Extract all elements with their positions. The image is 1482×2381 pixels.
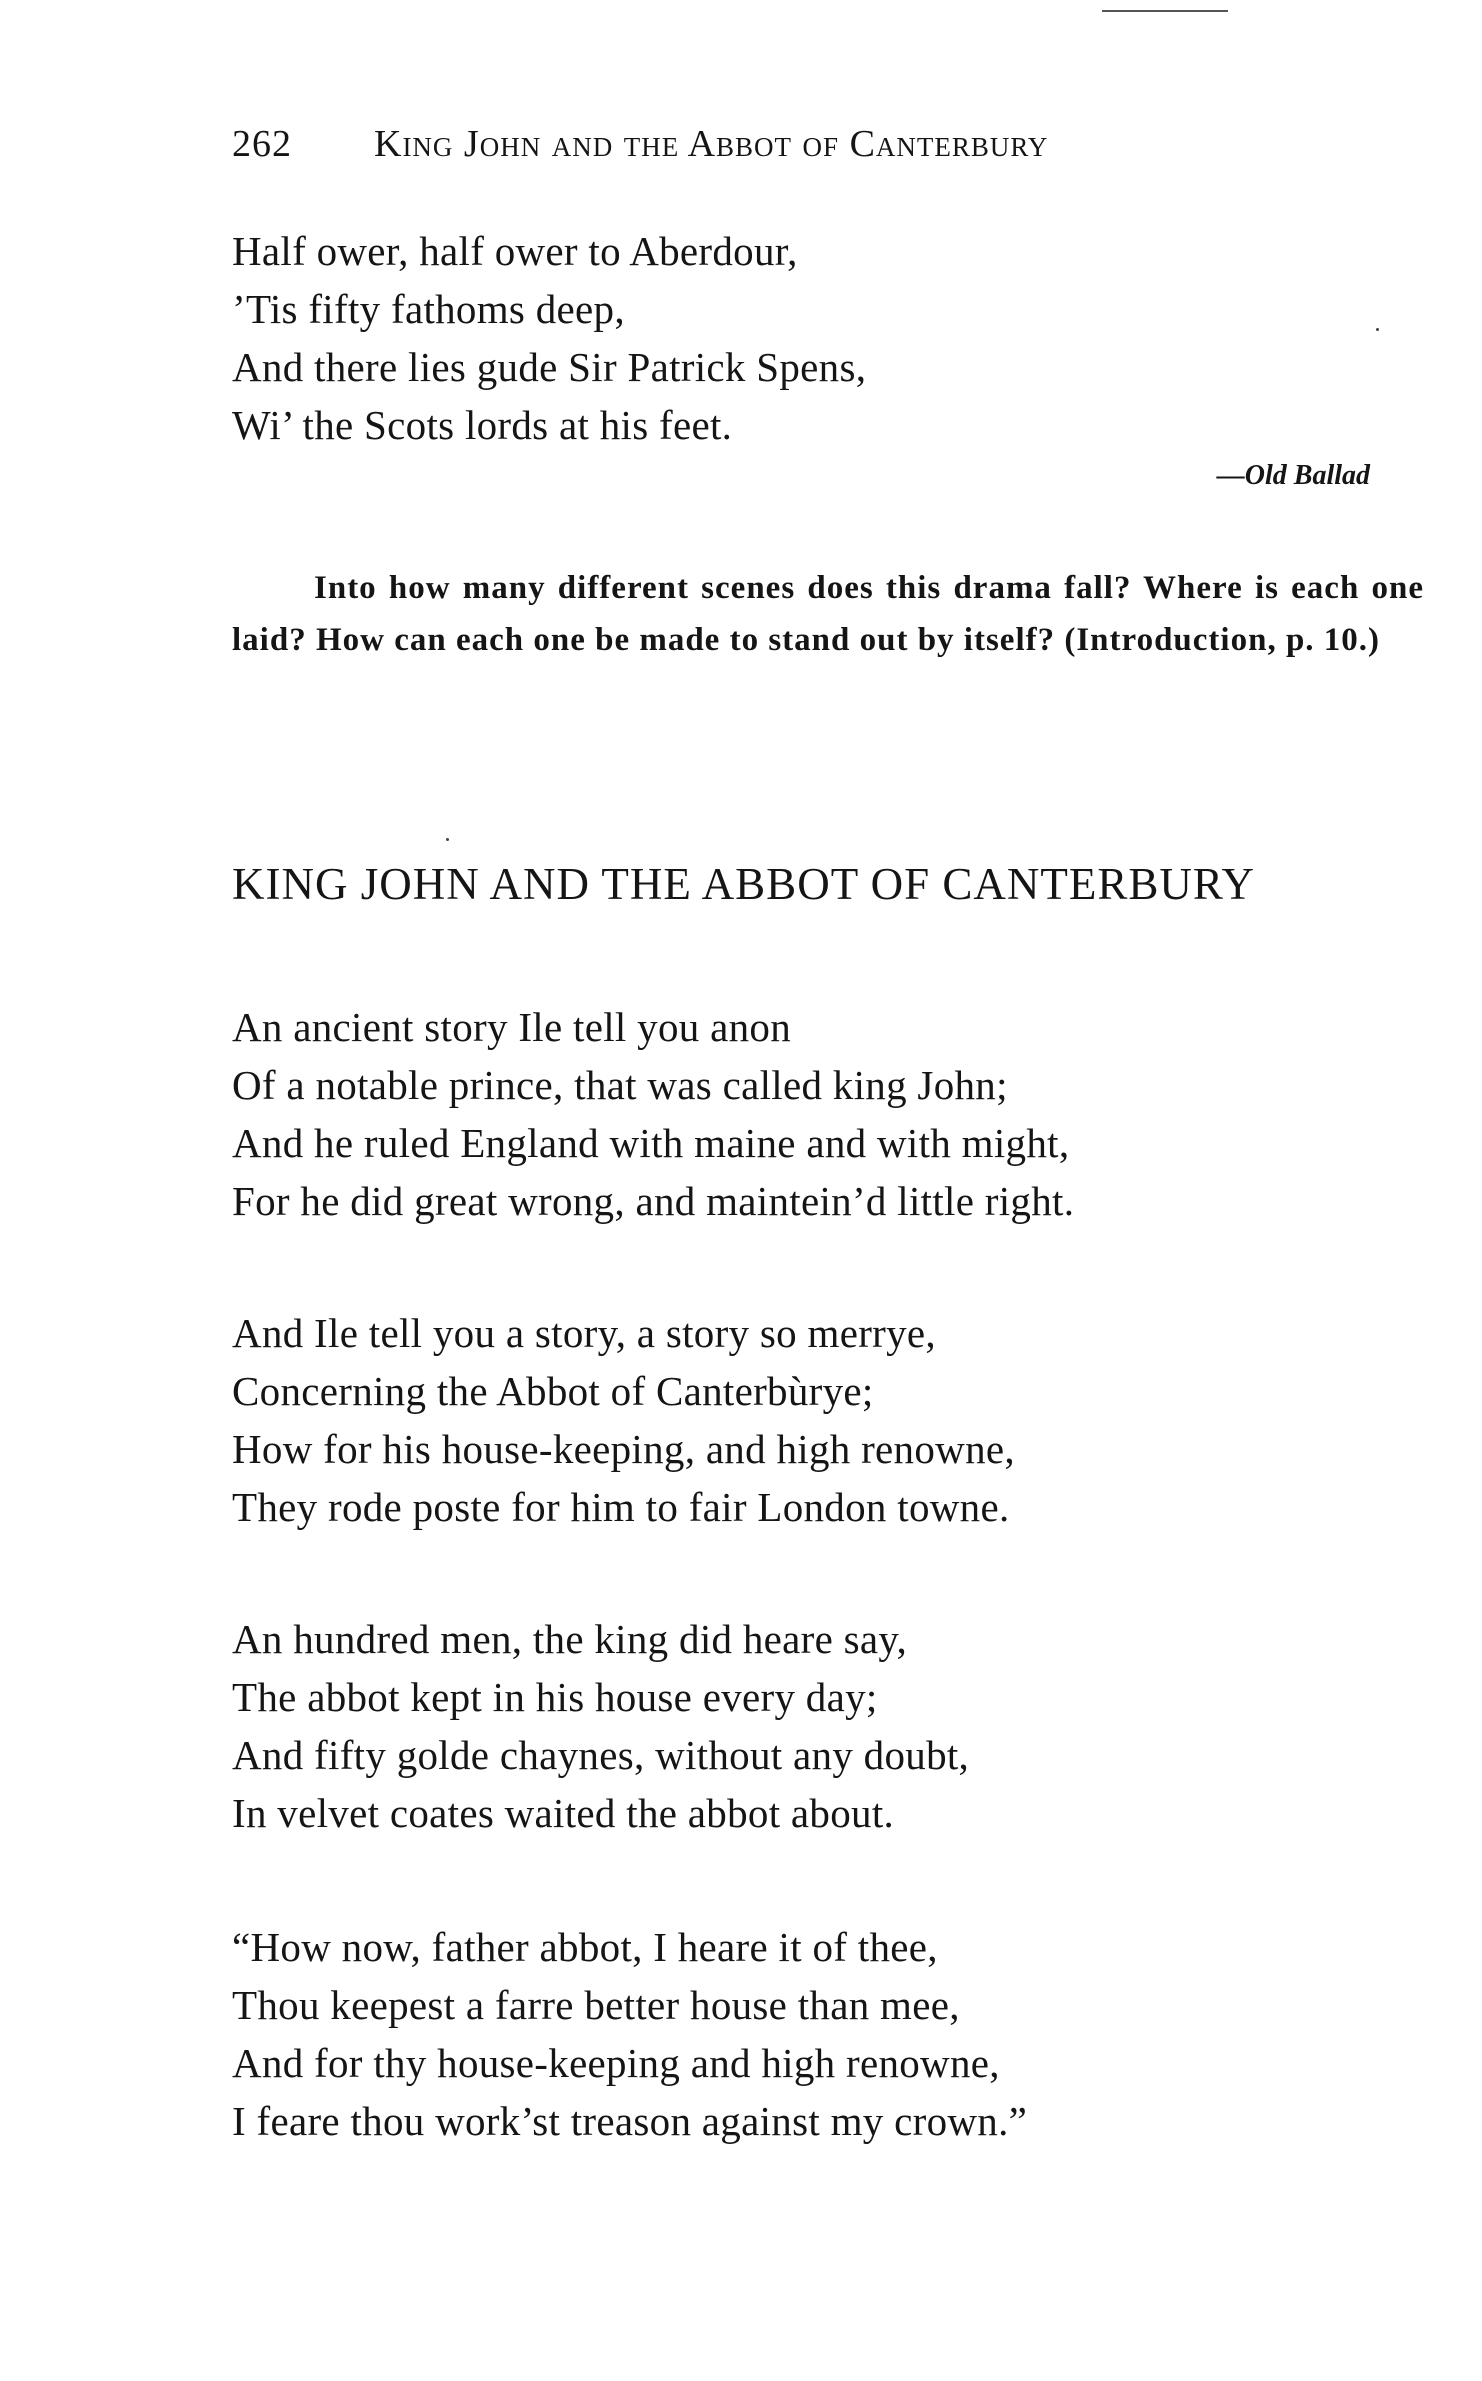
poem-line: And he ruled England with maine and with might,: [232, 1120, 1070, 1166]
poem-title: KING JOHN AND THE ABBOT OF CANTERBURY: [232, 859, 1255, 909]
poem-line: I feare thou work’st treason against my crown.”: [232, 2098, 1028, 2144]
poem-line: Thou keepest a farre better house than mee,: [232, 1982, 960, 2028]
poem-stanza: [232, 1304, 1015, 1536]
scan-artifact-line: [1102, 10, 1228, 12]
poem-line: And Ile tell you a story, a story so merrye,: [232, 1310, 936, 1356]
running-title: King John and the Abbot of Canterbury: [374, 123, 1049, 165]
poem-line: Wi’ the Scots lords at his feet.: [232, 402, 733, 448]
poem-line: “How now, father abbot, I heare it of thee,: [232, 1924, 938, 1970]
attribution: —Old Ballad: [1216, 460, 1370, 491]
running-header: [232, 122, 1332, 172]
poem-line: Half ower, half ower to Aberdour,: [232, 228, 798, 274]
poem-line: Concerning the Abbot of Canterbùrye;: [232, 1368, 874, 1414]
poem-stanza: [232, 1610, 969, 1842]
scan-artifact-dot: [446, 838, 449, 841]
poem-line: And for thy house-keeping and high renowne,: [232, 2040, 1000, 2086]
page-number: 262: [232, 123, 292, 165]
poem-line: An ancient story Ile tell you anon: [232, 1004, 791, 1050]
previous-poem-stanza: [232, 222, 866, 454]
poem-line: The abbot kept in his house every day;: [232, 1674, 878, 1720]
poem-line: In velvet coates waited the abbot about.: [232, 1790, 895, 1836]
poem-line: For he did great wrong, and maintein’d little right.: [232, 1178, 1075, 1224]
poem-line: They rode poste for him to fair London towne.: [232, 1484, 1010, 1530]
poem-line: Of a notable prince, that was called king John;: [232, 1062, 1008, 1108]
poem-line: ’Tis fifty fathoms deep,: [232, 286, 625, 332]
poem-line: And fifty golde chaynes, without any doubt,: [232, 1732, 970, 1778]
study-note: Into how many different scenes does this drama fall? Where is each one laid? How can each one be made to stand out by itself? (Introduction, p. 10.): [232, 570, 1424, 658]
poem-line: An hundred men, the king did heare say,: [232, 1616, 908, 1662]
poem-stanza: [232, 1918, 1027, 2150]
poem-line: And there lies gude Sir Patrick Spens,: [232, 344, 867, 390]
poem-line: How for his house-keeping, and high renowne,: [232, 1426, 1015, 1472]
poem-stanza: [232, 998, 1074, 1230]
scan-artifact-dot: [1376, 328, 1379, 331]
